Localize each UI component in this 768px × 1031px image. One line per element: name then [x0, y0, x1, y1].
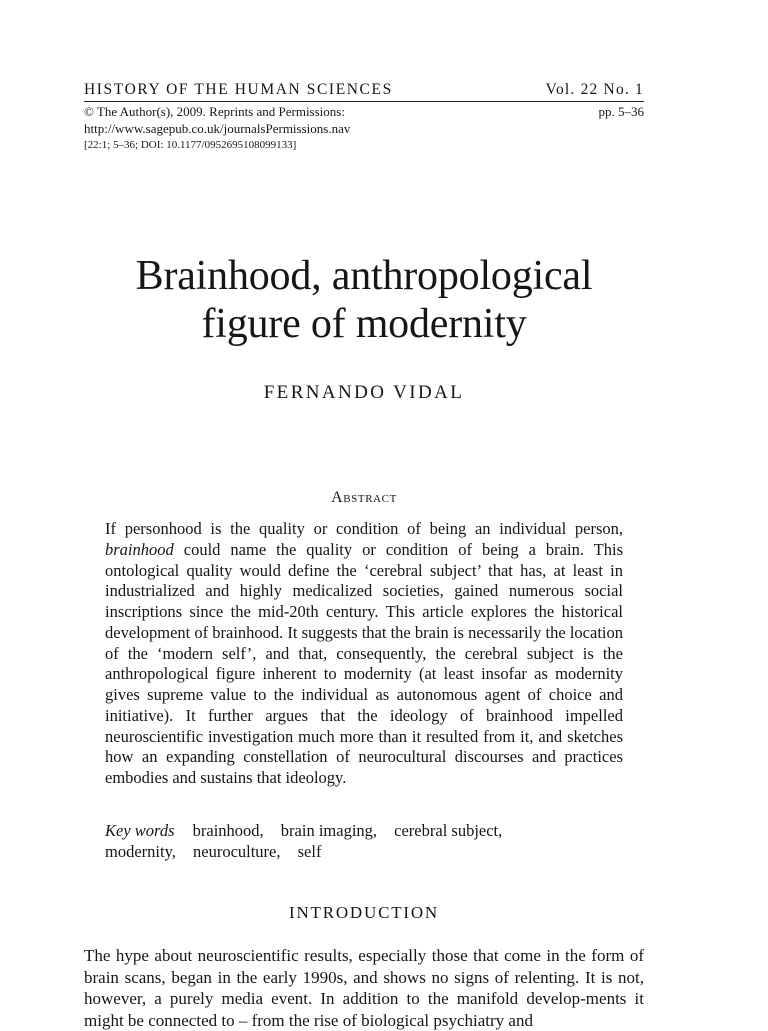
journal-volume: Vol. 22 No. 1	[545, 81, 644, 98]
copyright-notice: © The Author(s), 2009. Reprints and Permissions:	[84, 104, 345, 119]
section-heading-introduction: INTRODUCTION	[288, 903, 440, 922]
page-range: pp. 5–36	[598, 104, 644, 119]
keyword: neuroculture,	[193, 842, 281, 861]
author-name: FERNANDO VIDAL	[263, 382, 465, 403]
abstract-body: could name the quality or condition of being a brain. This ontological quality would define the ‘cerebral subject’ that has, at least in industrialized and highly medicalized societies, gained numerous social inscriptions since the mid-20th century. This article explores the historical development of brainhood. It suggests that the brain is necessarily the location of the ‘modern self’, and that, consequently, the cerebral subject is the anthropological figure inherent to modernity (at least insofar as modernity gives supreme value to the individual as autonomous agent of choice and initiative). It further argues that the ideology of brainhood impelled neuroscientific investigation much more than it resulted from it, and sketches how an expanding constellation of neurocultural discourses and practices embodies and sustains that ideology.	[105, 539, 623, 787]
keywords	[105, 820, 623, 862]
keyword: self	[297, 842, 322, 861]
keywords-label: Key words	[105, 821, 175, 840]
keyword: cerebral subject,	[394, 821, 503, 840]
keyword: modernity,	[105, 842, 176, 861]
doi-line: [22:1; 5–36; DOI: 10.1177/0952695108099133]	[84, 139, 297, 151]
title-line-2: figure of modernity	[201, 301, 527, 347]
keyword: brainhood,	[192, 821, 264, 840]
title-line-1: Brainhood, anthropological	[135, 253, 593, 299]
running-header	[84, 80, 644, 102]
article-title	[84, 252, 644, 348]
abstract-lead: If personhood is the quality or condition of being an individual person,	[105, 519, 623, 538]
abstract-heading: Abstract	[331, 489, 397, 506]
abstract-term: brainhood	[105, 539, 174, 559]
journal-title: HISTORY OF THE HUMAN SCIENCES	[84, 81, 393, 98]
keyword: brain imaging,	[280, 821, 378, 840]
abstract-text	[105, 519, 623, 789]
introduction-paragraph: The hype about neuroscientific results, especially those that come in the form of brain scans, began in the early 1990s, and shows no signs of relenting. It is not, however, a purely media event. In addition to the manifold develop-ments it might be connected to – from the rise of biological psychiatry and	[84, 946, 644, 1030]
permissions-link[interactable]: http://www.sagepub.co.uk/journalsPermissions.nav	[84, 121, 351, 136]
publication-meta	[84, 103, 644, 154]
